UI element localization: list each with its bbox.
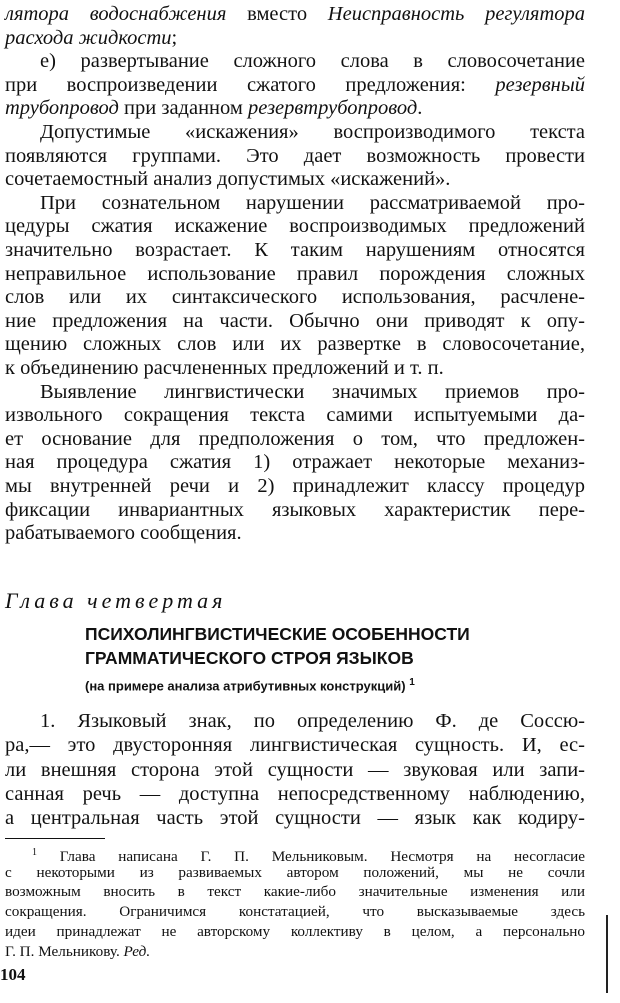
text-run: рабатываемого сообщения.	[5, 522, 242, 545]
italic-term: трубопровод	[5, 97, 119, 120]
text-run: ние предложения на части. Обычно они приводят к опу-	[5, 309, 585, 332]
text-run: ра,— это двусторонняя лингвистическая сущность. И, ес-	[5, 734, 585, 757]
page-number: 104	[0, 965, 26, 984]
body-line	[5, 2, 585, 26]
text-run: неправильное использование правил порождения сложных	[5, 262, 585, 285]
body-line	[5, 403, 585, 427]
text-run: возможным вносить в текст какие-либо значительные изменения или	[5, 883, 585, 901]
text-run: При сознательном нарушении рассматриваемой про-	[40, 191, 585, 214]
italic-term: лятора водоснабжения	[5, 3, 227, 25]
body-line	[40, 49, 585, 73]
footnote-line	[5, 863, 585, 883]
italic-term: расхода жидкости	[5, 26, 172, 49]
section-line	[5, 782, 585, 806]
text-run: идеи принадлежат не авторскому коллективу в целом, а персонально	[5, 922, 585, 940]
footnote-line	[5, 902, 585, 922]
body-line	[5, 73, 585, 97]
body-line	[40, 191, 585, 215]
body-line	[5, 238, 585, 262]
section-line	[5, 758, 585, 782]
text-run: а центральная часть этой сущности — язык как кодиру-	[5, 807, 585, 830]
text-run: Глава написана Г. П. Мельниковым. Несмотря на несогласие	[37, 848, 585, 866]
body-line	[5, 332, 585, 356]
text-run: при заданном	[118, 97, 248, 120]
text-run: ;	[171, 26, 178, 49]
chapter-label: Глава четвертая	[5, 588, 227, 613]
chapter-title-line-1: ПСИХОЛИНГВИСТИЧЕСКИЕ ОСОБЕННОСТИ	[85, 624, 470, 644]
chapter-subtitle-text: (на примере анализа атрибутивных конструкций)	[85, 678, 406, 694]
chapter-title-line-2: ГРАММАТИЧЕСКОГО СТРОЯ ЯЗЫКОВ	[85, 648, 414, 668]
text-run: ли внешняя сторона этой сущности — звуковая или запи-	[5, 758, 585, 781]
body-line	[5, 144, 585, 168]
text-run: сочетаемостный анализ допустимых «искажений».	[5, 168, 451, 191]
body-line	[5, 498, 585, 522]
page-edge-mark	[606, 915, 608, 993]
text-run: извольного сокращения текста самими испытуемыми да-	[5, 404, 585, 427]
footnote-line	[5, 942, 585, 962]
body-line	[5, 356, 585, 380]
text-run: Допустимые «искажения» воспроизводимого текста	[40, 121, 585, 143]
text-run: санная речь — доступна непосредственному наблюдению,	[5, 782, 585, 805]
footnote-line	[5, 882, 585, 902]
body-line	[5, 309, 585, 333]
text-run: мы внутренней речи и 2) принадлежит классу процедур	[5, 475, 585, 497]
body-line	[5, 26, 585, 50]
text-run: цедуры сжатия искажение воспроизводимых предложений	[5, 215, 585, 238]
footnote-rule	[5, 838, 105, 839]
text-run: появляются группами. Это дает возможность провести	[5, 144, 585, 167]
text-run: е) развертывание сложного слова в словосочетание	[40, 50, 585, 73]
text-run: значительно возрастает. К таким нарушениям относятся	[5, 239, 585, 261]
body-line	[5, 167, 585, 191]
body-line	[5, 521, 585, 545]
body-line	[5, 474, 585, 498]
italic-term: резервный	[495, 73, 585, 96]
footnote-line	[5, 922, 585, 942]
body-line	[5, 214, 585, 238]
text-run: щению сложных слов или их развертке в словосочетание,	[5, 333, 585, 356]
italic-term: резервтрубопровод	[247, 97, 418, 120]
italic-term: Неисправность регулятора	[327, 3, 585, 25]
section-line	[5, 733, 585, 757]
text-run: Выявление лингвистически значимых приемов про-	[40, 380, 585, 403]
body-line	[5, 450, 585, 474]
body-line	[5, 96, 585, 120]
text-run: Г. П. Мельникову.	[5, 942, 124, 960]
body-line	[5, 427, 585, 451]
text-run: слов или их синтаксического использования, расчлене-	[5, 286, 585, 309]
italic-term: Ред.	[123, 942, 151, 960]
body-line	[40, 120, 585, 144]
body-line	[5, 262, 585, 286]
text-run: ет основание для предположения о том, что предложен-	[5, 427, 585, 450]
body-line	[5, 285, 585, 309]
section-line	[5, 806, 585, 830]
text-run: 1. Языковый знак, по определению Ф. де Соссю-	[40, 710, 585, 732]
text-run: .	[417, 97, 423, 120]
text-run: с некоторыми из развиваемых автором положений, мы не сочли	[5, 863, 585, 881]
section-line	[40, 709, 585, 733]
text-run: фиксации инвариантных языковых характеристик пере-	[5, 498, 585, 521]
text-run: ная процедура сжатия 1) отражает некоторые механиз-	[5, 451, 585, 474]
text-run: при воспроизведении сжатого предложения:	[5, 73, 496, 96]
text-run: сокращения. Ограничимся констатацией, что высказываемые здесь	[5, 903, 585, 921]
subtitle-footnote-mark: 1	[409, 677, 415, 688]
chapter-subtitle	[85, 677, 415, 693]
text-run: вместо	[226, 3, 328, 25]
text-run: к объединению расчлененных предложений и т. п.	[5, 357, 444, 379]
footnote-mark: 1	[32, 847, 37, 858]
body-line	[40, 380, 585, 404]
